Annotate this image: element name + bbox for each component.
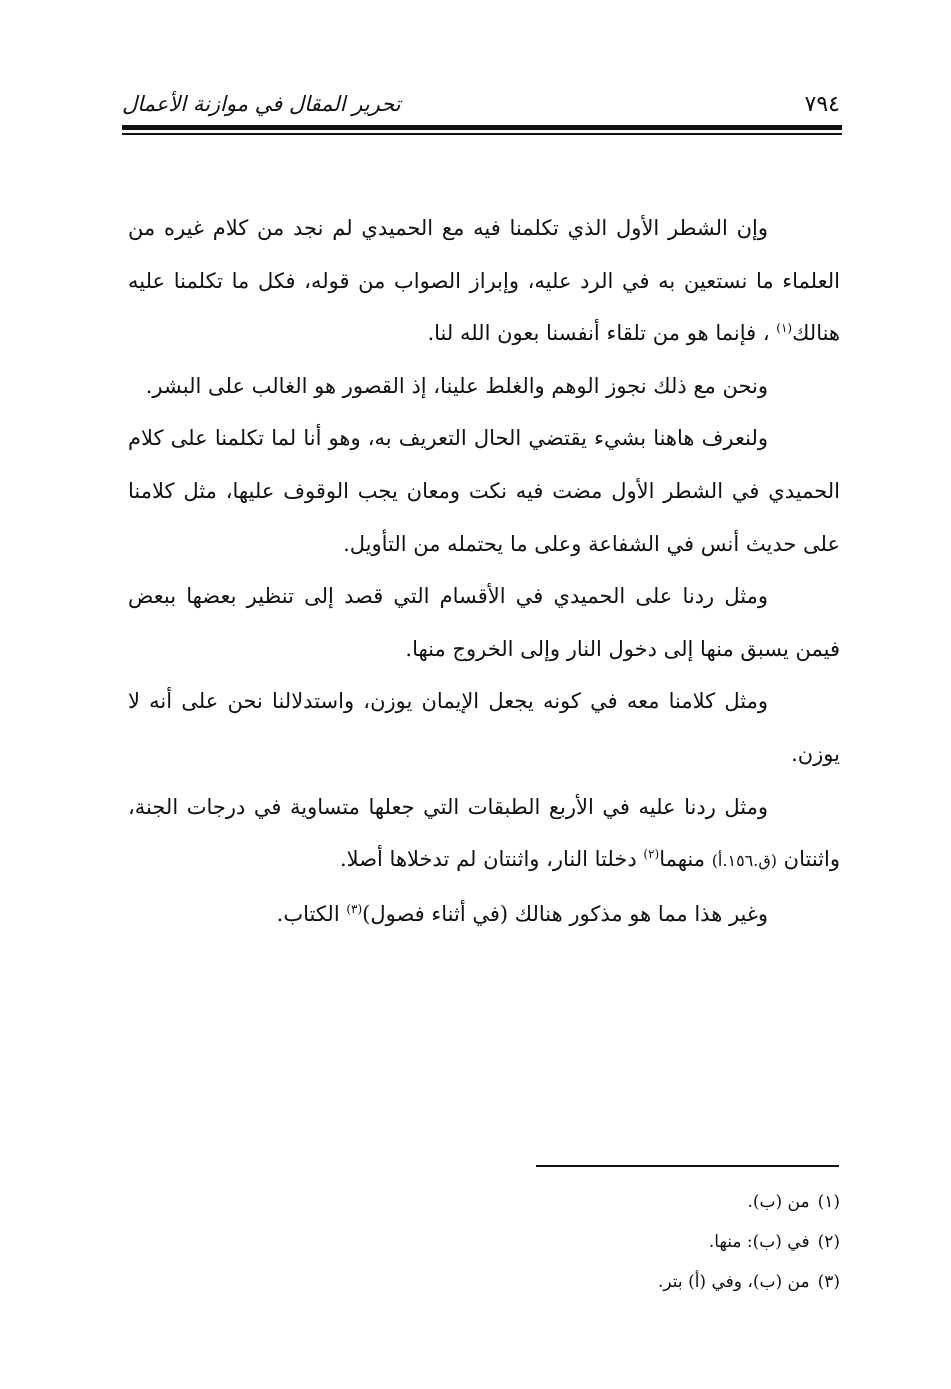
footnote-2 (500, 1222, 840, 1262)
page-header (122, 78, 840, 130)
paragraph-5: ومثل كلامنا معه في كونه يجعل الإيمان يوزن، واستدلالنا نحن على أنه لا يوزن. (128, 689, 840, 766)
paragraph-7-text-end: الكتاب. (276, 901, 347, 926)
header-rule-thick (122, 125, 842, 130)
header-rule-thin (122, 133, 842, 135)
paragraph-7 (128, 888, 840, 941)
paragraph-1-text-cont: ، فإنما هو من تلقاء أنفسنا بعون الله لنا. (427, 321, 777, 346)
footnote-text: من (ب)، وفي (أ) بتر. (658, 1272, 810, 1292)
footnote-ref-3: (٣) (346, 901, 363, 916)
paragraph-6-text-cont: منهما (659, 847, 712, 872)
paragraph-7-text: وغير هذا مما هو مذكور هنالك (في أثناء فصول) (362, 901, 768, 926)
footnote-text: في (ب): منها. (708, 1232, 810, 1252)
footnote-ref-1: (١) (776, 321, 793, 336)
paragraph-1-text: وإن الشطر الأول الذي تكلمنا فيه مع الحميدي لم نجد من كلام غيره من العلماء ما نستعين به في الرد عليه، وإبراز الصواب من قوله، فكل ما تكلمنا عليه هنالك (128, 216, 840, 346)
manuscript-folio-marker: (ق.١٥٦.أ) (711, 851, 777, 871)
footnote-separator (536, 1165, 839, 1167)
paragraph-2: ونحن مع ذلك نجوز الوهم والغلط علينا، إذ القصور هو الغالب على البشر. (145, 373, 768, 398)
paragraph-4: ومثل ردنا على الحميدي في الأقسام التي قصد إلى تنظير بعضها ببعض فيمن يسبق منها إلى دخول النار وإلى الخروج منها. (128, 584, 840, 661)
footnote-number: (١) (817, 1192, 840, 1212)
footnote-ref-2: (٢) (643, 847, 660, 862)
paragraph-3: ولنعرف هاهنا بشيء يقتضي الحال التعريف به، وهو أنا لما تكلمنا على كلام الحميدي في الشطر الأول مضت فيه نكت ومعان يجب الوقوف عليها، مثل كلامنا على حديث أنس في الشفاعة وعلى ما يحتمله من التأويل. (128, 426, 840, 556)
footnote-text: من (ب). (747, 1192, 810, 1212)
footnote-number: (٢) (817, 1232, 840, 1252)
paragraph-1 (128, 202, 840, 360)
footnote-3 (500, 1262, 840, 1302)
paragraph-6-text-end: دخلتا النار، واثنتان لم تدخلاها أصلا. (340, 847, 644, 872)
paragraph-6-text: ومثل ردنا عليه في الأربع الطبقات التي جعلها متساوية في درجات الجنة، واثنتان (128, 794, 840, 872)
footnotes (500, 1182, 840, 1302)
paragraph-6 (128, 781, 840, 888)
page-number: ٧٩٤ (804, 91, 840, 117)
footnote-number: (٣) (817, 1272, 840, 1292)
running-title: تحرير المقال في موازنة الأعمال (122, 92, 401, 116)
body-text (128, 202, 840, 940)
footnote-1 (500, 1182, 840, 1222)
